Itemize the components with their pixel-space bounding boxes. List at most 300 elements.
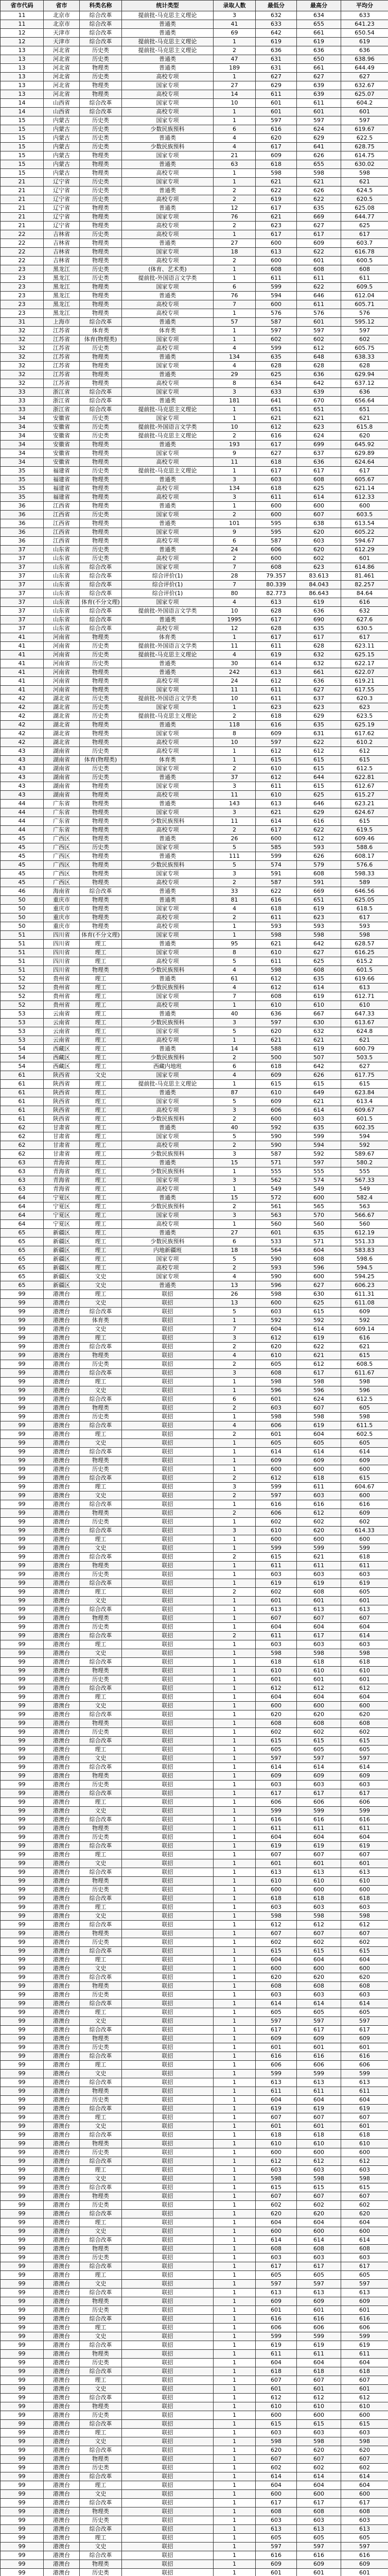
cell-max-score: 690 [297,616,341,624]
cell-stat-type: 联招 [122,1492,214,1500]
cell-min-score: 608 [256,265,297,274]
cell-max-score: 611 [297,1483,341,1492]
cell-admitted-count: 3 [214,493,256,502]
cell-max-score: 621 [297,178,341,187]
cell-max-score: 598 [297,931,341,940]
cell-subject-category: 历史类 [80,659,122,668]
cell-min-score: 600 [256,1702,297,1710]
cell-subject-category: 理工 [80,1588,122,1597]
cell-province: 港澳台 [44,1570,80,1579]
cell-admitted-count: 1 [214,2385,256,2394]
cell-max-score: 598 [297,169,341,178]
cell-avg-score: 598 [341,2175,388,2183]
cell-subject-category: 综合改革 [80,1947,122,1956]
cell-province: 甘肃省 [44,1141,80,1150]
table-row [1,2551,388,2560]
cell-admitted-count: 1 [214,2376,256,2385]
cell-max-score: 612 [297,747,341,756]
cell-max-score: 614 [297,1325,341,1334]
cell-province-code: 13 [1,90,44,99]
cell-admitted-count: 4 [214,905,256,913]
cell-admitted-count: 1 [214,2429,256,2437]
cell-min-score: 603 [256,1781,297,1789]
cell-stat-type: 高校专项 [122,738,214,747]
cell-stat-type: 联招 [122,1763,214,1772]
cell-max-score: 604 [297,2096,341,2105]
cell-max-score: 614 [297,984,341,992]
cell-stat-type: 联招 [122,1947,214,1956]
cell-subject-category: 历史类 [80,2359,122,2367]
cell-avg-score: 601 [341,2306,388,2315]
cell-min-score: 555 [256,1167,297,1176]
cell-province: 浙江省 [44,397,80,405]
cell-subject-category: 历史类 [80,423,122,432]
table-row [1,2490,388,2499]
cell-stat-type: 联招 [122,1588,214,1597]
table-row [1,703,388,712]
cell-min-score: 614 [256,2236,297,2245]
cell-province-code: 99 [1,1675,44,1684]
cell-province-code: 32 [1,344,44,353]
table-row [1,484,388,493]
cell-min-score: 593 [256,922,297,931]
cell-max-score: 620 [297,2446,341,2455]
cell-subject-category: 物理类 [80,1351,122,1360]
cell-province: 黑龙江 [44,265,80,274]
cell-province: 港澳台 [44,1605,80,1614]
cell-max-score: 615 [297,1080,341,1089]
cell-admitted-count: 1 [214,467,256,476]
cell-province: 四川省 [44,940,80,948]
cell-stat-type: 联招 [122,1351,214,1360]
cell-province: 港澳台 [44,1421,80,1430]
cell-avg-score: 606.23 [341,1281,388,1290]
cell-max-score: 604 [297,1833,341,1842]
cell-stat-type: 高校专项 [122,1185,214,1194]
cell-avg-score: 645.92 [341,440,388,449]
cell-avg-score: 607 [341,2192,388,2201]
cell-max-score: 616 [297,2315,341,2324]
table-row [1,1439,388,1448]
cell-min-score: 590 [256,1141,297,1150]
cell-max-score: 620 [297,2210,341,2218]
cell-province: 内蒙古 [44,169,80,178]
cell-min-score: 601 [256,1675,297,1684]
cell-avg-score: 614 [341,2236,388,2245]
cell-province-code: 99 [1,2525,44,2534]
cell-max-score: 616 [297,1500,341,1509]
cell-province: 吉林省 [44,239,80,248]
cell-subject-category: 物理类 [80,686,122,694]
cell-avg-score: 606 [341,2061,388,2070]
cell-admitted-count: 1 [214,1833,256,1842]
cell-min-score: 616 [256,896,297,905]
cell-province: 江苏省 [44,327,80,335]
cell-max-score: 604 [297,2359,341,2367]
cell-min-score: 617 [256,2499,297,2507]
cell-subject-category: 文史 [80,2437,122,2446]
cell-province: 港澳台 [44,2131,80,2140]
cell-min-score: 598 [256,931,297,940]
cell-province-code: 99 [1,1789,44,1798]
table-row [1,370,388,379]
cell-province-code: 42 [1,730,44,738]
table-row [1,1176,388,1185]
cell-stat-type: 联招 [122,1579,214,1588]
cell-min-score: 613 [256,248,297,257]
cell-min-score: 616 [256,2052,297,2061]
table-row [1,887,388,896]
cell-max-score: 634 [297,11,341,20]
cell-province-code: 99 [1,1640,44,1649]
cell-stat-type: 普通类 [122,887,214,896]
cell-subject-category: 综合改革 [80,2157,122,2166]
cell-subject-category: 历史类 [80,1728,122,1737]
cell-subject-category: 综合改革 [80,1605,122,1614]
cell-stat-type: 提前批-马克思主义理论 [122,405,214,414]
cell-stat-type: 联招 [122,1448,214,1456]
cell-subject-category: 物理类 [80,791,122,800]
cell-admitted-count: 1 [214,1623,256,1632]
cell-stat-type: 联招 [122,1964,214,1973]
cell-province-code: 51 [1,957,44,966]
cell-admitted-count: 4 [214,598,256,607]
cell-max-score: 624 [297,432,341,440]
cell-province-code: 50 [1,922,44,931]
cell-subject-category: 理工 [80,1956,122,1964]
cell-subject-category: 物理类 [80,248,122,257]
table-row [1,423,388,432]
cell-subject-category: 物理类 [80,2507,122,2516]
cell-avg-score: 618 [341,2131,388,2140]
cell-avg-score: 622.5 [341,134,388,143]
cell-min-score: 628 [256,624,297,633]
cell-min-score: 604 [256,1833,297,1842]
cell-min-score: 617 [256,616,297,624]
cell-province: 山西省 [44,108,80,116]
cell-province-code: 99 [1,1588,44,1597]
cell-province-code: 45 [1,878,44,887]
cell-admitted-count: 1 [214,2341,256,2350]
cell-subject-category: 综合改革 [80,1999,122,2008]
cell-province: 港澳台 [44,1877,80,1886]
cell-subject-category: 理工 [80,2113,122,2122]
table-row [1,1833,388,1842]
cell-province-code: 11 [1,20,44,29]
cell-province: 新疆区 [44,1246,80,1255]
cell-province: 广西区 [44,852,80,861]
cell-province-code: 61 [1,1106,44,1115]
cell-province-code: 62 [1,1124,44,1132]
cell-avg-score: 593 [341,922,388,931]
cell-admitted-count: 1 [214,502,256,511]
cell-subject-category: 物理类 [80,222,122,230]
table-row [1,1045,388,1054]
cell-min-score: 623 [256,703,297,712]
cell-province: 港澳台 [44,1334,80,1343]
cell-max-score: 593 [297,922,341,931]
cell-min-score: 617 [256,1789,297,1798]
cell-min-score: 611 [256,642,297,651]
cell-min-score: 611 [256,2350,297,2359]
cell-province-code: 43 [1,765,44,773]
cell-subject-category: 综合改革 [80,1553,122,1562]
cell-province: 港澳台 [44,2534,80,2543]
cell-stat-type: 普通类 [122,800,214,808]
cell-province-code: 99 [1,1886,44,1894]
table-row [1,528,388,537]
cell-province: 港澳台 [44,2280,80,2289]
cell-max-score: 612 [297,1509,341,1518]
cell-subject-category: 物理类 [80,668,122,677]
cell-province: 贵州省 [44,992,80,1001]
cell-subject-category: 历史类 [80,773,122,782]
cell-stat-type: 普通类 [122,239,214,248]
cell-admitted-count: 1 [214,1947,256,1956]
table-row [1,1754,388,1763]
cell-province: 陕西省 [44,1080,80,1089]
cell-max-score: 601 [297,318,341,327]
cell-province: 天津市 [44,38,80,46]
cell-province: 辽宁省 [44,195,80,204]
table-row [1,519,388,528]
cell-max-score: 612 [297,1684,341,1693]
cell-stat-type: 国家专项 [122,528,214,537]
cell-province-code: 99 [1,1527,44,1535]
cell-min-score: 612 [256,2394,297,2402]
cell-subject-category: 物理类 [80,292,122,300]
table-row [1,318,388,327]
table-row [1,125,388,134]
table-row [1,2183,388,2192]
table-row [1,362,388,370]
cell-province-code: 15 [1,160,44,169]
cell-admitted-count: 2 [214,1115,256,1124]
cell-stat-type: 联招 [122,1465,214,1474]
cell-avg-score: 604 [341,1833,388,1842]
table-row [1,1781,388,1789]
cell-stat-type: 普通类 [122,546,214,554]
cell-max-score: 574 [297,1176,341,1185]
cell-admitted-count: 1 [214,1886,256,1894]
cell-province-code: 63 [1,1176,44,1185]
cell-stat-type: 联招 [122,1798,214,1807]
table-row [1,1868,388,1877]
cell-max-score: 626 [297,1071,341,1080]
cell-admitted-count: 1 [214,1938,256,1947]
cell-subject-category: 理工 [80,984,122,992]
cell-province-code: 99 [1,1518,44,1527]
table-row [1,1001,388,1010]
cell-min-score: 612 [256,747,297,756]
cell-admitted-count: 13 [214,1281,256,1290]
cell-subject-category: 历史类 [80,1465,122,1474]
table-row [1,1842,388,1851]
cell-province-code: 43 [1,773,44,782]
cell-stat-type: 国家专项 [122,686,214,694]
cell-max-score: 601 [297,2306,341,2315]
cell-subject-category: 综合改革 [80,38,122,46]
cell-min-score: 634 [256,379,297,388]
cell-max-score: 617 [297,2262,341,2271]
cell-avg-score: 617 [341,230,388,239]
cell-avg-score: 623.5 [341,712,388,721]
cell-province: 安徽省 [44,423,80,432]
cell-admitted-count: 2 [214,1404,256,1413]
cell-min-score: 620 [256,134,297,143]
cell-max-score: 638 [297,519,341,528]
cell-stat-type: 联招 [122,2175,214,2183]
cell-min-score: 635 [256,353,297,362]
cell-admitted-count: 13 [214,1299,256,1308]
cell-province-code: 99 [1,2043,44,2052]
cell-province-code: 44 [1,800,44,808]
cell-stat-type: 联招 [122,2306,214,2315]
cell-subject-category: 物理类 [80,817,122,826]
cell-admitted-count: 1 [214,2280,256,2289]
cell-subject-category: 物理类 [80,782,122,791]
cell-admitted-count: 1 [214,1789,256,1798]
cell-province: 港澳台 [44,2297,80,2306]
table-row [1,2052,388,2061]
cell-province-code: 22 [1,257,44,265]
cell-min-score: 615 [256,1553,297,1562]
cell-province-code: 99 [1,2289,44,2297]
cell-stat-type: 普通类 [122,292,214,300]
cell-avg-score: 615.2 [341,957,388,966]
table-row [1,195,388,204]
table-row [1,1921,388,1929]
table-row [1,870,388,878]
cell-admitted-count: 1 [214,2218,256,2227]
cell-province-code: 23 [1,300,44,309]
cell-min-score: 597 [256,1754,297,1763]
cell-subject-category: 文史 [80,1492,122,1500]
cell-stat-type: 高校专项 [122,309,214,318]
cell-max-score: 614 [297,2236,341,2245]
cell-province: 港澳台 [44,1316,80,1325]
table-row [1,239,388,248]
cell-max-score: 600 [297,2148,341,2157]
cell-avg-score: 598 [341,1413,388,1421]
cell-min-score: 599 [256,1483,297,1492]
cell-subject-category: 物理类 [80,204,122,213]
cell-min-score: 616 [256,2315,297,2324]
table-row [1,449,388,458]
cell-admitted-count: 1 [214,2411,256,2420]
cell-province: 港澳台 [44,2446,80,2455]
cell-province: 港澳台 [44,1623,80,1632]
cell-subject-category: 物理类 [80,449,122,458]
cell-avg-score: 600 [341,1535,388,1544]
cell-min-score: 612 [256,1684,297,1693]
cell-max-score: 642 [297,940,341,948]
table-row [1,1386,388,1395]
cell-province-code: 99 [1,1973,44,1982]
cell-province-code: 99 [1,2402,44,2411]
cell-min-score: 610 [256,1089,297,1097]
cell-subject-category: 理工 [80,1062,122,1071]
cell-max-score: 603 [297,1492,341,1500]
cell-province: 港澳台 [44,1667,80,1675]
cell-province-code: 99 [1,1378,44,1386]
cell-max-score: 603 [297,2253,341,2262]
cell-avg-score: 613.54 [341,519,388,528]
cell-admitted-count: 2 [214,46,256,55]
table-row [1,1991,388,1999]
cell-max-score: 597 [297,2543,341,2551]
cell-admitted-count: 11 [214,686,256,694]
cell-stat-type: 内地新疆班 [122,1246,214,1255]
cell-avg-score: 616 [341,1816,388,1824]
table-row [1,1509,388,1518]
cell-avg-score: 617.62 [341,730,388,738]
table-row [1,1097,388,1106]
cell-stat-type: 联招 [122,2017,214,2026]
cell-min-score: 590 [256,1132,297,1141]
cell-stat-type: 联招 [122,2078,214,2087]
cell-province: 江西省 [44,528,80,537]
table-row [1,694,388,703]
cell-avg-score: 598 [341,931,388,940]
cell-subject-category: 理工 [80,1019,122,1027]
cell-province: 山东省 [44,589,80,598]
cell-province: 港澳台 [44,1658,80,1667]
cell-stat-type: 国家专项 [122,151,214,160]
cell-max-score: 599 [297,1132,341,1141]
cell-subject-category: 历史类 [80,178,122,187]
cell-province: 宁夏区 [44,1202,80,1211]
table-row [1,300,388,309]
cell-stat-type: 高校专项 [122,300,214,309]
cell-stat-type: 少数民族预科 [122,984,214,992]
cell-min-score: 610 [256,1351,297,1360]
cell-province: 港澳台 [44,2096,80,2105]
cell-province: 河北省 [44,64,80,73]
table-row [1,1395,388,1404]
cell-subject-category: 体育(物理类) [80,335,122,344]
cell-province-code: 99 [1,2464,44,2472]
cell-subject-category: 物理类 [80,800,122,808]
header-stat-type: 统计类型 [122,1,214,11]
cell-stat-type: 提前批-马克思主义理论 [122,467,214,476]
cell-province: 山东省 [44,563,80,572]
cell-province: 港澳台 [44,1413,80,1421]
cell-avg-score: 618.5 [341,905,388,913]
cell-province: 港澳台 [44,2192,80,2201]
cell-subject-category: 物理类 [80,370,122,379]
cell-province: 四川省 [44,948,80,957]
cell-subject-category: 综合改革 [80,99,122,108]
cell-stat-type: 联招 [122,1816,214,1824]
cell-stat-type: 联招 [122,2096,214,2105]
cell-max-score: 621 [297,1553,341,1562]
cell-max-score: 617 [297,2026,341,2035]
cell-subject-category: 物理类 [80,2140,122,2148]
table-row [1,2262,388,2271]
cell-province: 吉林省 [44,257,80,265]
cell-admitted-count: 6 [214,125,256,134]
cell-min-score: 587 [256,318,297,327]
cell-stat-type: 联招 [122,2105,214,2113]
cell-admitted-count: 2 [214,1553,256,1562]
table-row [1,1124,388,1132]
table-row [1,712,388,721]
cell-admitted-count: 1 [214,1842,256,1851]
cell-max-score: 629 [297,712,341,721]
cell-subject-category: 文史 [80,1754,122,1763]
cell-province-code: 33 [1,397,44,405]
